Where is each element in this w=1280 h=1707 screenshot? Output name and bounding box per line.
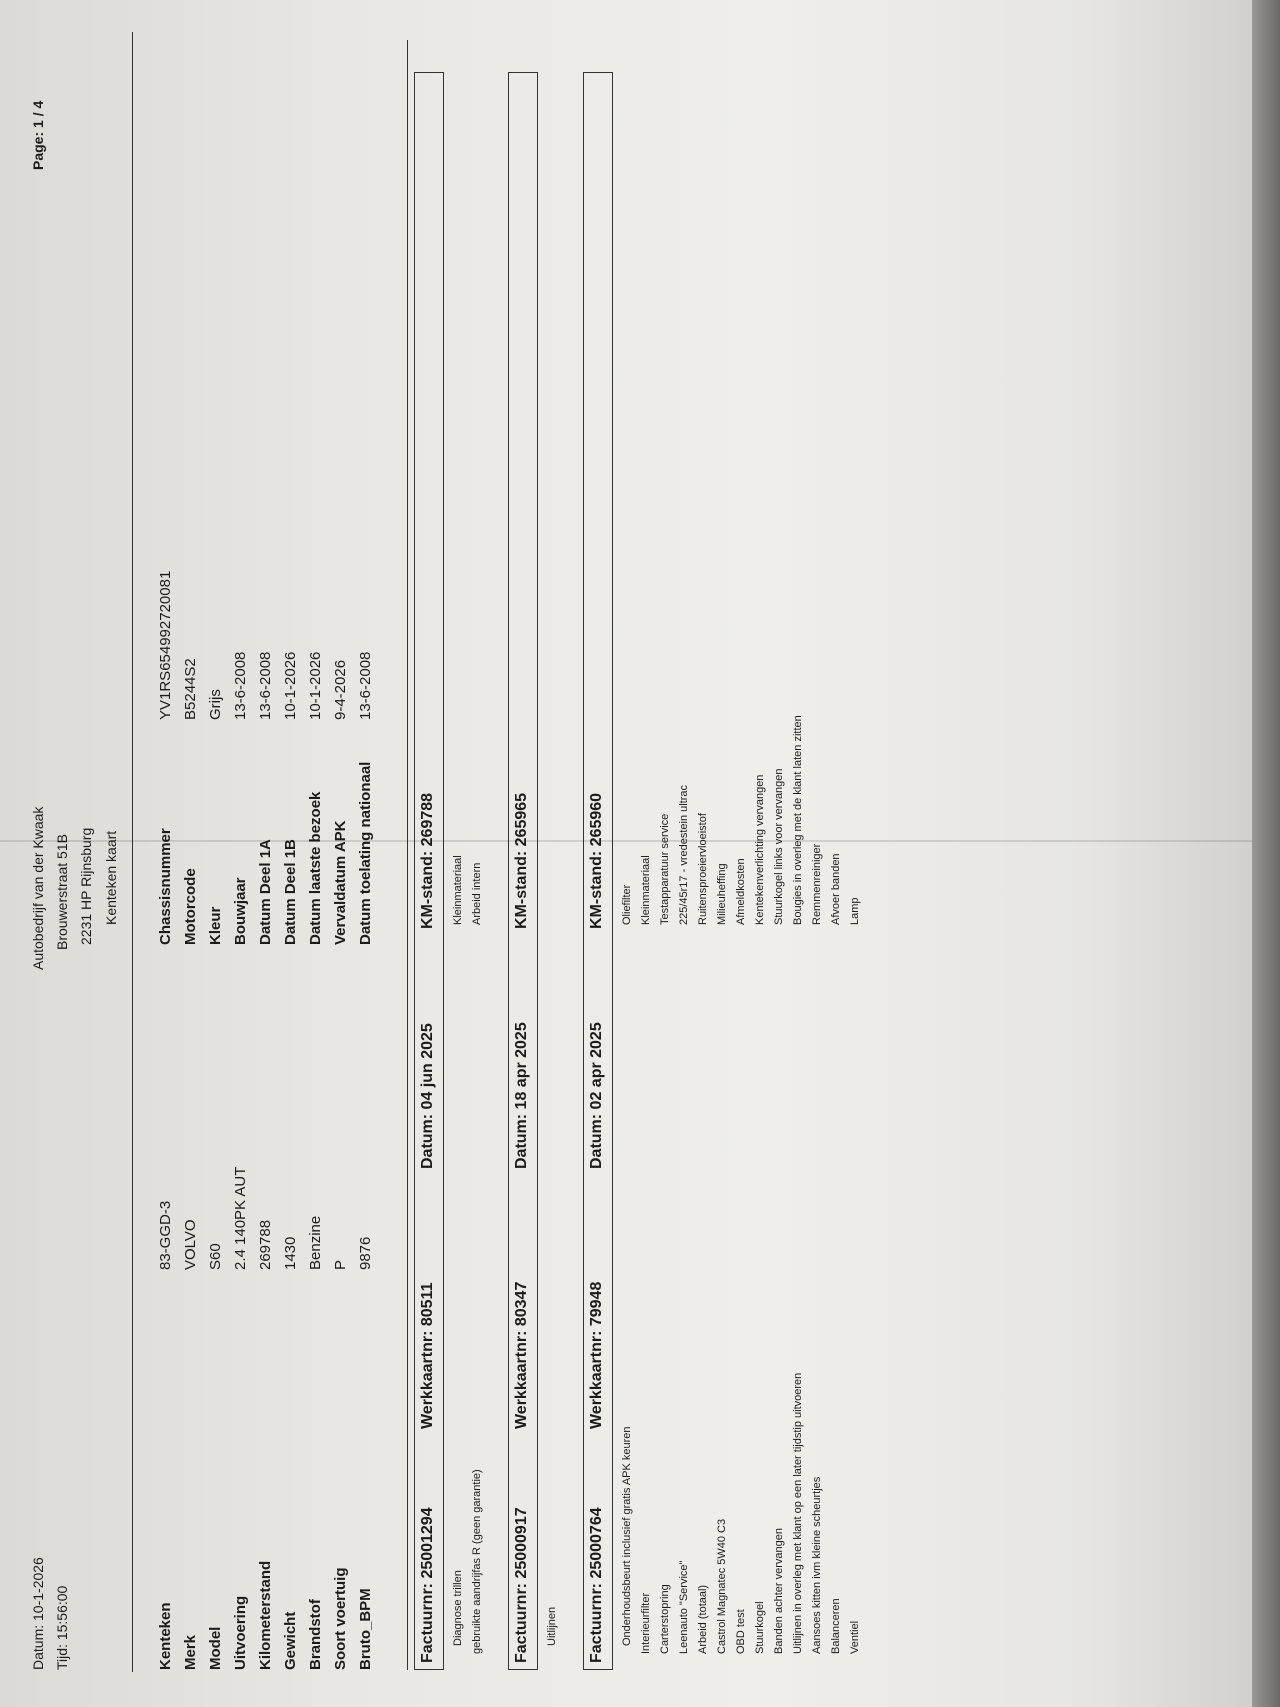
vehicle-right-label-3: Bouwjaar <box>232 877 249 945</box>
vehicle-left-label-6: Brandstof <box>307 1599 324 1670</box>
invoice-header-box <box>414 72 444 1670</box>
invoice-list <box>414 30 1164 1670</box>
odometer-reading: KM-stand: 269788 <box>419 792 436 929</box>
vehicle-right-label-2: Kleur <box>207 906 224 945</box>
invoice-header-box <box>508 72 538 1670</box>
vehicle-rule <box>407 40 408 1670</box>
invoice-header-box <box>583 72 613 1670</box>
vehicle-left-value-8: 9876 <box>357 1236 374 1270</box>
invoice-number: Factuurnr: 25000764 <box>588 1507 605 1663</box>
vehicle-left-label-3: Uitvoering <box>232 1595 249 1670</box>
line-item: Interieurfilter <box>640 1592 652 1654</box>
line-item: Milieuheffing <box>716 863 728 925</box>
vehicle-left-label-1: Merk <box>182 1634 199 1670</box>
line-item: Stuurkogel links voor vervangen <box>773 768 785 925</box>
workcard-number: Werkkaartnr: 80511 <box>419 1282 436 1429</box>
vehicle-left-label-2: Model <box>207 1626 224 1670</box>
invoice-number: Factuurnr: 25000917 <box>513 1507 530 1663</box>
line-item: Oliefilter <box>621 884 633 925</box>
line-item: Banden achter vervangen <box>773 1528 785 1654</box>
line-item: Remmenreiniger <box>811 843 823 925</box>
vehicle-left-value-4: 269788 <box>257 1219 274 1270</box>
kenteken-kaart-document <box>12 20 1232 1690</box>
invoice-1 <box>508 30 558 1670</box>
line-item: Carterstopring <box>659 1584 671 1654</box>
odometer-reading: KM-stand: 265965 <box>513 792 530 929</box>
vehicle-right-value-1: B5244S2 <box>182 658 199 720</box>
vehicle-left-value-5: 1430 <box>282 1236 299 1270</box>
line-item: Arbeid (totaal) <box>697 1584 709 1654</box>
line-item: Castrol Magnatec 5W40 C3 <box>716 1518 728 1654</box>
line-item: Bougies in overleg met de klant laten zitten <box>792 715 804 925</box>
vehicle-right-label-5: Datum Deel 1B <box>282 839 299 945</box>
print-time: Tijd: 15:56:00 <box>54 1585 70 1670</box>
vehicle-left-label-8: Bruto_BPM <box>357 1588 374 1670</box>
invoice-2 <box>583 30 861 1670</box>
vehicle-right-value-0: YV1RS654992720081 <box>157 570 174 720</box>
page-number: Page: 1 / 4 <box>30 100 46 170</box>
vehicle-right-value-2: Grijs <box>207 689 224 720</box>
vehicle-left-value-3: 2.4 140PK AUT <box>232 1166 249 1270</box>
line-item: Testapparatuur service <box>659 813 671 925</box>
invoice-date: Datum: 02 apr 2025 <box>588 1022 605 1169</box>
line-item: Kleinmateriaal <box>452 855 464 925</box>
line-item: Lamp <box>849 897 861 925</box>
line-item: Ruitensproeiervloeistof <box>697 813 709 925</box>
line-item: Kleinmateriaal <box>640 855 652 925</box>
vehicle-left-value-1: VOLVO <box>182 1219 199 1270</box>
line-item: Leenauto "Service" <box>678 1560 690 1654</box>
vehicle-right-label-8: Datum toelating nationaal <box>357 761 374 945</box>
line-item: Uitlijnen <box>546 1606 558 1646</box>
line-item: Kentekenverlichting vervangen <box>754 774 766 925</box>
vehicle-right-value-4: 13-6-2008 <box>257 651 274 720</box>
line-item: Afmeldkosten <box>735 858 747 925</box>
document-title: Kenteken kaart <box>103 830 119 925</box>
company-name: Autobedrijf van der Kwaak <box>30 806 46 970</box>
vehicle-left-value-6: Benzine <box>307 1215 324 1270</box>
vehicle-right-label-7: Vervaldatum APK <box>332 820 349 945</box>
vehicle-right-label-0: Chassisnummer <box>157 828 174 945</box>
vehicle-right-value-5: 10-1-2026 <box>282 651 299 720</box>
line-item: Balanceren <box>830 1598 842 1654</box>
line-item: Stuurkogel <box>754 1601 766 1654</box>
workcard-number: Werkkaartnr: 80347 <box>513 1281 530 1429</box>
line-item: OBD test <box>735 1609 747 1654</box>
vehicle-details <box>157 50 397 1670</box>
vehicle-left-label-7: Soort voertuig <box>332 1567 349 1670</box>
line-item: Afvoer banden <box>830 853 842 925</box>
company-street: Brouwerstraat 51B <box>54 834 70 950</box>
vehicle-right-value-8: 13-6-2008 <box>357 651 374 720</box>
paper-stack-edge <box>1252 0 1280 1707</box>
odometer-reading: KM-stand: 265960 <box>588 792 605 929</box>
vehicle-left-label-0: Kenteken <box>157 1602 174 1670</box>
line-item: Arbeid intern <box>471 862 483 925</box>
invoice-number: Factuurnr: 25001294 <box>419 1507 436 1663</box>
vehicle-right-value-7: 9-4-2026 <box>332 659 349 720</box>
line-item: gebruikte aandrijfas R (geen garantie) <box>471 1469 483 1654</box>
vehicle-right-label-1: Motorcode <box>182 868 199 945</box>
vehicle-left-value-7: P <box>332 1259 349 1270</box>
vehicle-right-label-6: Datum laatste bezoek <box>307 791 324 945</box>
vehicle-right-value-3: 13-6-2008 <box>232 651 249 720</box>
line-item: Uitlijnen in overleg met klant op een later tijdstip uitvoeren <box>792 1372 804 1654</box>
vehicle-left-value-2: S60 <box>207 1243 224 1270</box>
vehicle-right-value-6: 10-1-2026 <box>307 651 324 720</box>
header-rule <box>132 32 133 1672</box>
line-item: Ventiel <box>849 1620 861 1654</box>
vehicle-left-value-0: 83-GGD-3 <box>157 1200 174 1270</box>
company-city: 2231 HP Rijnsburg <box>78 827 94 945</box>
invoice-0 <box>414 30 483 1670</box>
print-date: Datum: 10-1-2026 <box>30 1557 46 1670</box>
invoice-date: Datum: 04 jun 2025 <box>419 1023 436 1169</box>
workcard-number: Werkkaartnr: 79948 <box>588 1281 605 1429</box>
line-item: Aansoes kitten ivm kleine scheurtjes <box>811 1476 823 1654</box>
line-item: Onderhoudsbeurt inclusief gratis APK keuren <box>621 1426 633 1646</box>
line-item: Diagnose trillen <box>452 1570 464 1646</box>
invoice-date: Datum: 18 apr 2025 <box>513 1022 530 1169</box>
line-item: 225/45r17 - vredestein ultrac <box>678 784 690 925</box>
vehicle-right-label-4: Datum Deel 1A <box>257 839 274 945</box>
vehicle-left-label-5: Gewicht <box>282 1611 299 1670</box>
vehicle-left-label-4: Kilometerstand <box>257 1560 274 1670</box>
